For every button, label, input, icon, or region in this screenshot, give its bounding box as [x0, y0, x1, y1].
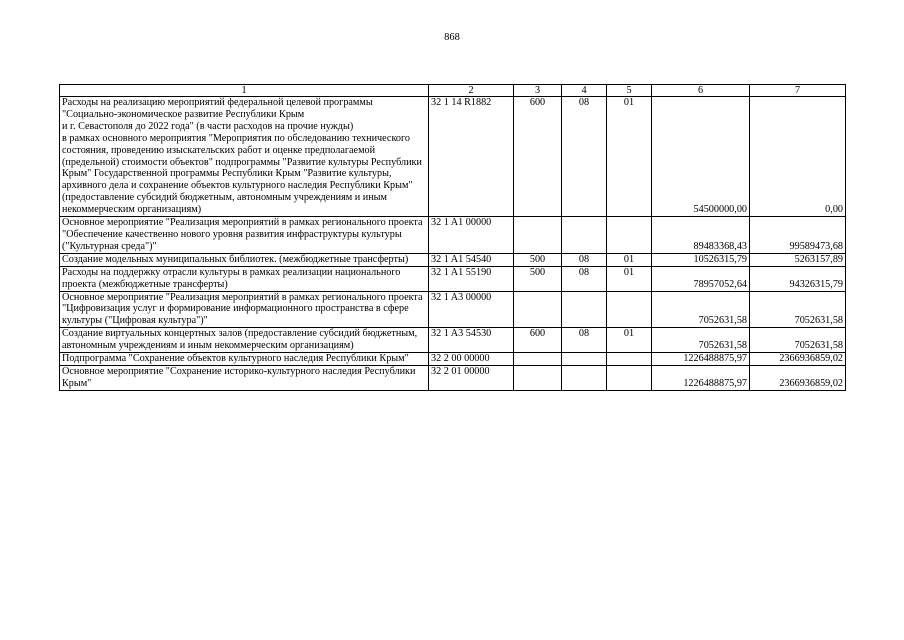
- amount-column-6: 10526315,79: [652, 253, 750, 266]
- row-description: Расходы на реализацию мероприятий федеральной целевой программы "Социально-экономическое развитие Республики Крым и г. Севастополя до 2022 года" (в части расходов на прочие нужды) в рамках основного мероприятия "Мероприятия по обследованию технического состояния, проведению изыскательских работ и оценке предполагаемой (предельной) стоимости объектов" подпрограммы "Развитие культуры Республики Крым" Государственной программы Республики Крым "Развитие культуры, архивного дела и сохранение объектов культурного наследия Республики Крым" (предоставление субсидий бюджетным, автономным учреждениям и иным некоммерческим организациям): [60, 97, 429, 217]
- table-row: [60, 266, 846, 291]
- target-article-code: 32 1 A3 00000: [429, 291, 514, 328]
- table-row: [60, 97, 846, 217]
- row-description: Подпрограмма "Сохранение объектов культурного наследия Республики Крым": [60, 353, 429, 366]
- table-row: [60, 328, 846, 353]
- amount-column-7: 2366936859,02: [750, 365, 846, 390]
- column-header: 3: [514, 85, 562, 97]
- target-article-code: 32 1 A1 00000: [429, 217, 514, 254]
- column-header: 6: [652, 85, 750, 97]
- column-header: 4: [562, 85, 607, 97]
- amount-column-7: 0,00: [750, 97, 846, 217]
- subsection-code: [607, 291, 652, 328]
- subsection-code: [607, 365, 652, 390]
- subsection-code: 01: [607, 328, 652, 353]
- subsection-code: 01: [607, 97, 652, 217]
- target-article-code: 32 1 A1 54540: [429, 253, 514, 266]
- expense-type-code: 600: [514, 97, 562, 217]
- amount-column-6: 1226488875,97: [652, 365, 750, 390]
- amount-column-6: 89483368,43: [652, 217, 750, 254]
- row-description: Основное мероприятие "Реализация мероприятий в рамках регионального проекта "Цифровизация услуг и формирование информационного пространства в сфере культуры ("Цифровая культура")": [60, 291, 429, 328]
- column-header: 2: [429, 85, 514, 97]
- table-row: [60, 365, 846, 390]
- amount-column-7: 5263157,89: [750, 253, 846, 266]
- budget-table: [59, 84, 846, 391]
- subsection-code: 01: [607, 266, 652, 291]
- amount-column-7: 2366936859,02: [750, 353, 846, 366]
- amount-column-6: 1226488875,97: [652, 353, 750, 366]
- column-header: 1: [60, 85, 429, 97]
- subsection-code: [607, 353, 652, 366]
- row-description: Создание виртуальных концертных залов (предоставление субсидий бюджетным, автономным учреждениям и иным некоммерческим организациям): [60, 328, 429, 353]
- section-code: 08: [562, 328, 607, 353]
- subsection-code: 01: [607, 253, 652, 266]
- section-code: [562, 291, 607, 328]
- expense-type-code: 600: [514, 328, 562, 353]
- column-header: 7: [750, 85, 846, 97]
- section-code: 08: [562, 97, 607, 217]
- table-row: [60, 217, 846, 254]
- subsection-code: [607, 217, 652, 254]
- target-article-code: 32 2 00 00000: [429, 353, 514, 366]
- expense-type-code: [514, 291, 562, 328]
- column-header: 5: [607, 85, 652, 97]
- target-article-code: 32 2 01 00000: [429, 365, 514, 390]
- amount-column-6: 54500000,00: [652, 97, 750, 217]
- target-article-code: 32 1 14 R1882: [429, 97, 514, 217]
- amount-column-6: 78957052,64: [652, 266, 750, 291]
- amount-column-7: 7052631,58: [750, 291, 846, 328]
- amount-column-6: 7052631,58: [652, 291, 750, 328]
- amount-column-7: 99589473,68: [750, 217, 846, 254]
- target-article-code: 32 1 A3 54530: [429, 328, 514, 353]
- row-description: Расходы на поддержку отрасли культуры в рамках реализации национального проекта (межбюджетные трансферты): [60, 266, 429, 291]
- row-description: Основное мероприятие "Сохранение историко-культурного наследия Республики Крым": [60, 365, 429, 390]
- section-code: 08: [562, 266, 607, 291]
- section-code: 08: [562, 253, 607, 266]
- expense-type-code: 500: [514, 253, 562, 266]
- table-row: [60, 291, 846, 328]
- expense-type-code: [514, 217, 562, 254]
- table-row: [60, 253, 846, 266]
- amount-column-7: 7052631,58: [750, 328, 846, 353]
- section-code: [562, 365, 607, 390]
- column-number-row: [60, 85, 846, 97]
- amount-column-7: 94326315,79: [750, 266, 846, 291]
- expense-type-code: 500: [514, 266, 562, 291]
- expense-type-code: [514, 353, 562, 366]
- amount-column-6: 7052631,58: [652, 328, 750, 353]
- table-row: [60, 353, 846, 366]
- row-description: Основное мероприятие "Реализация мероприятий в рамках регионального проекта "Обеспечение качественно нового уровня развития инфраструктуры культуры ("Культурная среда")": [60, 217, 429, 254]
- section-code: [562, 353, 607, 366]
- page-number: 868: [444, 32, 460, 43]
- target-article-code: 32 1 A1 55190: [429, 266, 514, 291]
- section-code: [562, 217, 607, 254]
- expense-type-code: [514, 365, 562, 390]
- row-description: Создание модельных муниципальных библиотек. (межбюджетные трансферты): [60, 253, 429, 266]
